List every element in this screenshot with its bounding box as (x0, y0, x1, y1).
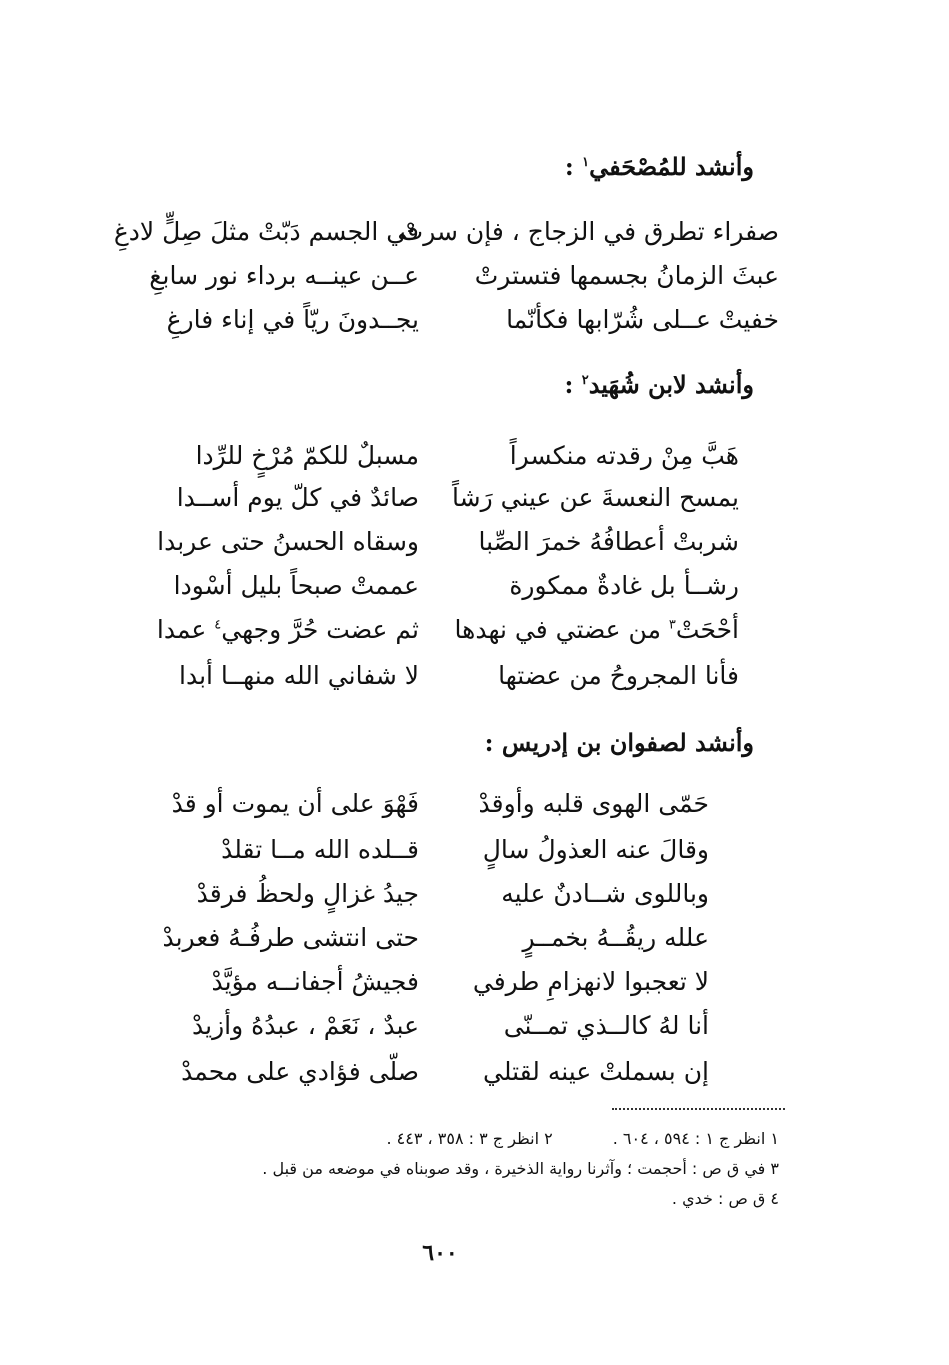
page-number: ٦٠٠ (422, 1240, 458, 1266)
second-hemistich: عــن عينــه برداء نور سابغِ (149, 261, 419, 290)
second-hemistich: يجــدونَ ريّاً في إناء فارغِ (166, 305, 419, 334)
intro-text: وأنشد للمُصْحَفي (589, 152, 754, 181)
first-hemistich: وقالَ عنه العذولُ سالٍ (482, 835, 709, 864)
first-hemistich: صفراء تطرق في الزجاج ، فإن سرتْ (399, 217, 779, 246)
first-hemistich: خفيتْ عــلى شُرّابها فكأنّما (506, 305, 779, 334)
footnote-ref: ١ (582, 155, 590, 170)
second-hemistich: عممتْ صبحاً بليل أسْودا (173, 571, 419, 600)
second-hemistich: حتى انتشى طرفُـهُ فعربدْ (162, 923, 419, 952)
hemistich-part: عمدا (156, 615, 215, 644)
second-hemistich: فَهْوَ على أن يموت أو قدْ (171, 789, 419, 818)
hemistich-part: ثم عضت حُرَّ وجهي (221, 615, 419, 644)
second-hemistich: في الجسم دَبّتْ مثلَ صِلٍّ لادغِ (113, 217, 419, 246)
intro-colon: : (564, 370, 582, 399)
second-hemistich: صلّى فؤادي على محمدْ (181, 1057, 419, 1086)
first-hemistich: عبثَ الزمانُ بجسمها فتسترتْ (474, 261, 779, 290)
first-hemistich (439, 606, 739, 654)
intro-colon: : (564, 152, 583, 181)
footnote-separator (612, 1108, 785, 1110)
first-hemistich: شربتْ أعطافُهُ خمرَ الصِّبا (478, 527, 739, 556)
intro-text: وأنشد لابن شُهَيد (588, 370, 754, 399)
footnote-line (386, 1128, 779, 1150)
first-hemistich: وباللوى شــادنٌ عليه (501, 879, 709, 908)
second-hemistich (149, 606, 419, 654)
footnote-text: ٣ في ق ص : أحجمت ؛ وآثرنا رواية الذخيرة ، وقد صوبناه في موضعه من قبل . (262, 1159, 779, 1178)
second-hemistich: لا شفاني الله منهــا أبدا (179, 661, 419, 690)
footnote-line (672, 1188, 779, 1210)
first-hemistich: لا تعجبوا لانهزامِ طرفي (472, 967, 709, 996)
section-intro-1 (565, 152, 754, 182)
first-hemistich: أنا لهُ كالــذي تمــنّى (503, 1011, 709, 1040)
first-hemistich: إن بسملتْ عينه لقتلي (482, 1057, 709, 1086)
first-hemistich: هَبَّ مِنْ رقدته منكسراً (509, 441, 739, 470)
footnote-ref: ٣ (668, 617, 676, 633)
footnote-ref: ٤ (214, 617, 222, 633)
second-hemistich: وسقاه الحسنُ حتى عربدا (157, 527, 419, 556)
second-hemistich: فجيشُ أجفانــه مؤيَّدْ (211, 967, 419, 996)
footnote-text: ٢ انظر ج ٣ : ٣٥٨ ، ٤٤٣ . (386, 1129, 553, 1148)
second-hemistich: قــلده الله مــا تقلدْ (221, 835, 419, 864)
footnote-line (262, 1158, 779, 1180)
section-intro-2 (564, 370, 754, 400)
section-intro-3 (485, 728, 754, 758)
second-hemistich: صائدٌ في كلّ يوم أســدا (176, 483, 419, 512)
second-hemistich: جيدُ غزالٍ ولحظُ فرقدْ (196, 879, 419, 908)
hemistich-part: من عضتي في نهدها (454, 615, 669, 644)
first-hemistich: علله ريقُــهُ بخمــرٍ (522, 923, 709, 952)
intro-colon: : (484, 728, 502, 757)
hemistich-part: أحْحَتْ (675, 615, 739, 644)
first-hemistich: رشــأ بل غادةٌ ممكورة (509, 571, 739, 600)
first-hemistich: يمسح النعسةَ عن عيني رَشاً (452, 483, 739, 512)
footnote-ref: ٢ (581, 373, 589, 388)
footnote-text: ٤ ق ص : خدي . (671, 1189, 779, 1208)
footnote-text: ١ انظر ج ١ : ٥٩٤ ، ٦٠٤ . (612, 1129, 779, 1148)
first-hemistich: فأنا المجروحُ من عضتها (498, 661, 739, 690)
second-hemistich: عبدٌ ، نَعَمْ ، عبدُهُ وأزيدْ (192, 1011, 419, 1040)
intro-text: وأنشد لصفوان بن إدريس (501, 728, 754, 757)
first-hemistich: حَمّى الهوى قلبه وأوقدْ (478, 789, 709, 818)
second-hemistich: مسبلٌ للكمّ مُرْخٍ للرِّدا (195, 441, 419, 470)
